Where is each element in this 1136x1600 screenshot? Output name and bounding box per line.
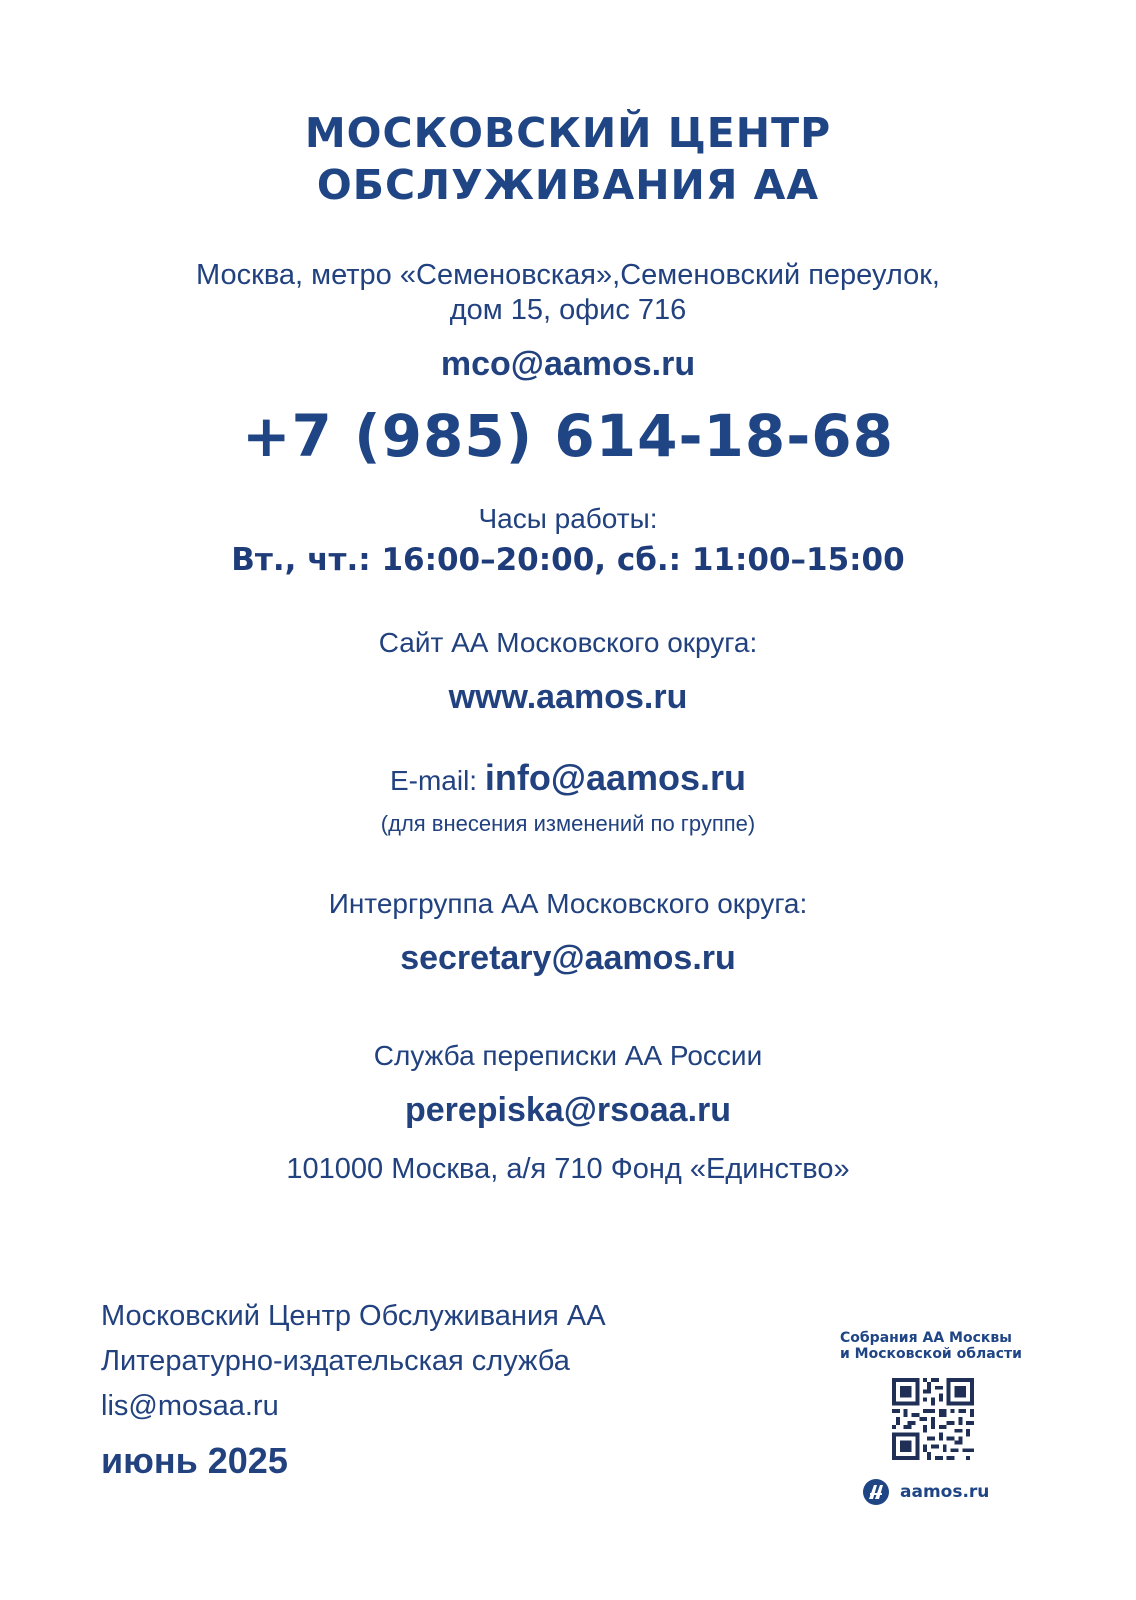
badge-caption <box>840 1330 1050 1362</box>
qr-code-icon[interactable] <box>892 1378 974 1460</box>
publication-date: июнь 2025 <box>101 1440 288 1481</box>
page-title <box>0 107 1136 211</box>
badge-site[interactable] <box>862 1478 989 1506</box>
email-prefix-label: E-mail: <box>389 765 485 796</box>
correspondence-email[interactable]: perepiska@rsoaa.ru <box>404 1091 732 1129</box>
footer-line-1: Московский Центр Обслуживания АА <box>101 1300 606 1332</box>
website-label: Сайт АА Московского округа: <box>378 627 758 658</box>
footer-line-2: Литературно-издательская служба <box>101 1345 570 1377</box>
address-line-1: Москва, метро «Семеновская»,Семеновский переулок, <box>196 259 940 291</box>
address-line-2: дом 15, офис 716 <box>449 294 687 326</box>
website-link[interactable]: www.aamos.ru <box>448 678 688 716</box>
working-hours: Вт., чт.: 16:00–20:00, сб.: 11:00–15:00 <box>231 542 905 578</box>
info-email-note: (для внесения изменений по группе) <box>380 811 756 836</box>
hours-label: Часы работы: <box>478 503 658 534</box>
title-line-1: МОСКОВСКИЙ ЦЕНТР <box>304 109 832 157</box>
intergroup-label: Интергруппа АА Московского округа: <box>328 888 808 919</box>
office-address <box>0 258 1136 328</box>
badge-caption-line-1: Собрания АА Москвы <box>840 1330 1012 1346</box>
office-phone[interactable]: +7 (985) 614-18-68 <box>241 402 895 470</box>
correspondence-postal: 101000 Москва, а/я 710 Фонд «Единство» <box>286 1153 850 1185</box>
title-line-2: ОБСЛУЖИВАНИЯ АА <box>316 161 820 209</box>
office-email[interactable]: mco@aamos.ru <box>440 345 696 383</box>
info-email-link[interactable]: info@aamos.ru <box>484 757 747 798</box>
footer-email[interactable]: lis@mosaa.ru <box>101 1390 279 1422</box>
info-email-line <box>0 757 1136 799</box>
correspondence-label: Служба переписки АА России <box>373 1040 763 1071</box>
badge-site-text: aamos.ru <box>900 1482 990 1502</box>
intergroup-email[interactable]: secretary@aamos.ru <box>400 939 736 977</box>
badge-caption-line-2: и Московской области <box>840 1346 1022 1362</box>
aa-logo-icon <box>862 1478 890 1506</box>
